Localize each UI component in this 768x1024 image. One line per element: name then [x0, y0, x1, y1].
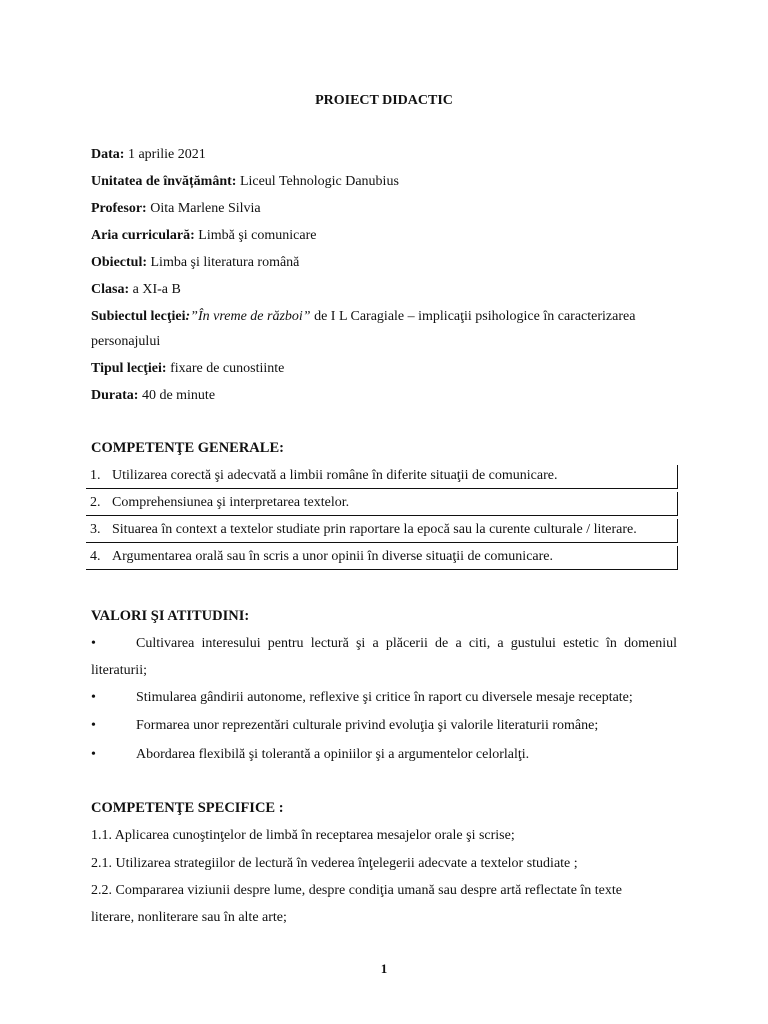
info-clasa: [91, 281, 181, 299]
info-durata: [91, 387, 215, 405]
competenta-generala-row: [86, 546, 678, 570]
competenta-specifica-1: 1.1. Aplicarea cunoştinţelor de limbă în receptarea mesajelor orale şi scrise;: [91, 828, 515, 843]
aria-value: Limbă şi comunicare: [194, 228, 317, 243]
competenta-number: 3.: [90, 522, 101, 537]
bullet-icon: •: [91, 718, 96, 733]
competenta-generala-row: [86, 519, 678, 543]
competenta-specifica-3-line1: 2.2. Compararea viziunii despre lume, despre condiţia umană sau despre artă reflectate în texte: [91, 883, 623, 898]
unitatea-value: Liceul Tehnologic Danubius: [236, 174, 399, 189]
tipul-label: Tipul lecţiei:: [91, 361, 167, 376]
competenta-number: 2.: [90, 495, 101, 510]
unitatea-label: Unitatea de învățământ:: [91, 174, 237, 189]
valori-item-1-line2: literaturii;: [91, 663, 147, 678]
info-unitatea: [91, 173, 399, 191]
subiectul-title: ”În vreme de război”: [190, 309, 311, 324]
data-value: 1 aprilie 2021: [124, 147, 206, 162]
competente-generale-heading: COMPETENŢE GENERALE:: [91, 440, 284, 456]
valori-heading: VALORI ŞI ATITUDINI:: [91, 608, 250, 624]
profesor-value: Oita Marlene Silvia: [146, 201, 261, 216]
bullet-icon: •: [91, 690, 96, 705]
valori-item-4-text: Abordarea flexibilă şi tolerantă a opiniilor şi a argumentelor celorlalţi.: [136, 747, 530, 762]
competenta-specifica-3-line2: literare, nonliterare sau în alte arte;: [91, 910, 287, 925]
info-tipul: [91, 360, 284, 378]
durata-label: Durata:: [91, 388, 139, 403]
profesor-label: Profesor:: [91, 201, 147, 216]
info-aria: [91, 227, 316, 245]
competenta-number: 4.: [90, 549, 101, 564]
competenta-generala-row: [86, 465, 678, 489]
subiectul-label: Subiectul lecţiei: [91, 309, 186, 324]
info-subiectul: [91, 308, 635, 326]
bullet-icon: •: [91, 747, 96, 762]
obiectul-label: Obiectul:: [91, 255, 147, 270]
data-label: Data:: [91, 147, 125, 162]
subiectul-rest: de I L Caragiale – implicaţii psihologice în caracterizarea: [310, 309, 636, 324]
info-profesor: [91, 200, 261, 218]
info-obiectul: [91, 254, 299, 272]
subiectul-line2: personajului: [91, 334, 161, 349]
info-data: [91, 146, 206, 164]
subiectul-colon: :: [185, 309, 191, 324]
competenta-text: Utilizarea corectă şi adecvată a limbii române în diferite situaţii de comunicare.: [112, 468, 558, 483]
competenta-text: Comprehensiunea şi interpretarea textelor.: [112, 495, 350, 510]
competenta-text: Argumentarea orală sau în scris a unor opinii în diverse situaţii de comunicare.: [112, 549, 553, 564]
page-number: 1: [380, 961, 388, 976]
competenta-text: Situarea în context a textelor studiate prin raportare la epocă sau la curente culturale / literare.: [112, 522, 637, 537]
valori-item-1-line1: Cultivarea interesului pentru lectură şi a plăcerii de a citi, a gustului estetic în domeniul: [136, 636, 677, 651]
tipul-value: fixare de cunostiinte: [166, 361, 285, 376]
bullet-icon: •: [91, 636, 96, 651]
durata-value: 40 de minute: [138, 388, 216, 403]
competenta-generala-row: [86, 492, 678, 516]
document-title: PROIECT DIDACTIC: [315, 93, 453, 108]
aria-label: Aria curriculară:: [91, 228, 195, 243]
valori-item-2-text: Stimularea gândirii autonome, reflexive şi critice în raport cu diversele mesaje receptate;: [136, 690, 633, 705]
competenta-number: 1.: [90, 468, 101, 483]
clasa-label: Clasa:: [91, 282, 130, 297]
obiectul-value: Limba şi literatura română: [147, 255, 300, 270]
competente-specifice-heading: COMPETENŢE SPECIFICE :: [91, 800, 284, 816]
valori-item-3-text: Formarea unor reprezentări culturale privind evoluţia şi valorile literaturii române;: [136, 718, 599, 733]
clasa-value: a XI-a B: [129, 282, 181, 297]
competenta-specifica-2: 2.1. Utilizarea strategiilor de lectură în vederea înţelegerii adecvate a textelor studiate ;: [91, 856, 578, 871]
